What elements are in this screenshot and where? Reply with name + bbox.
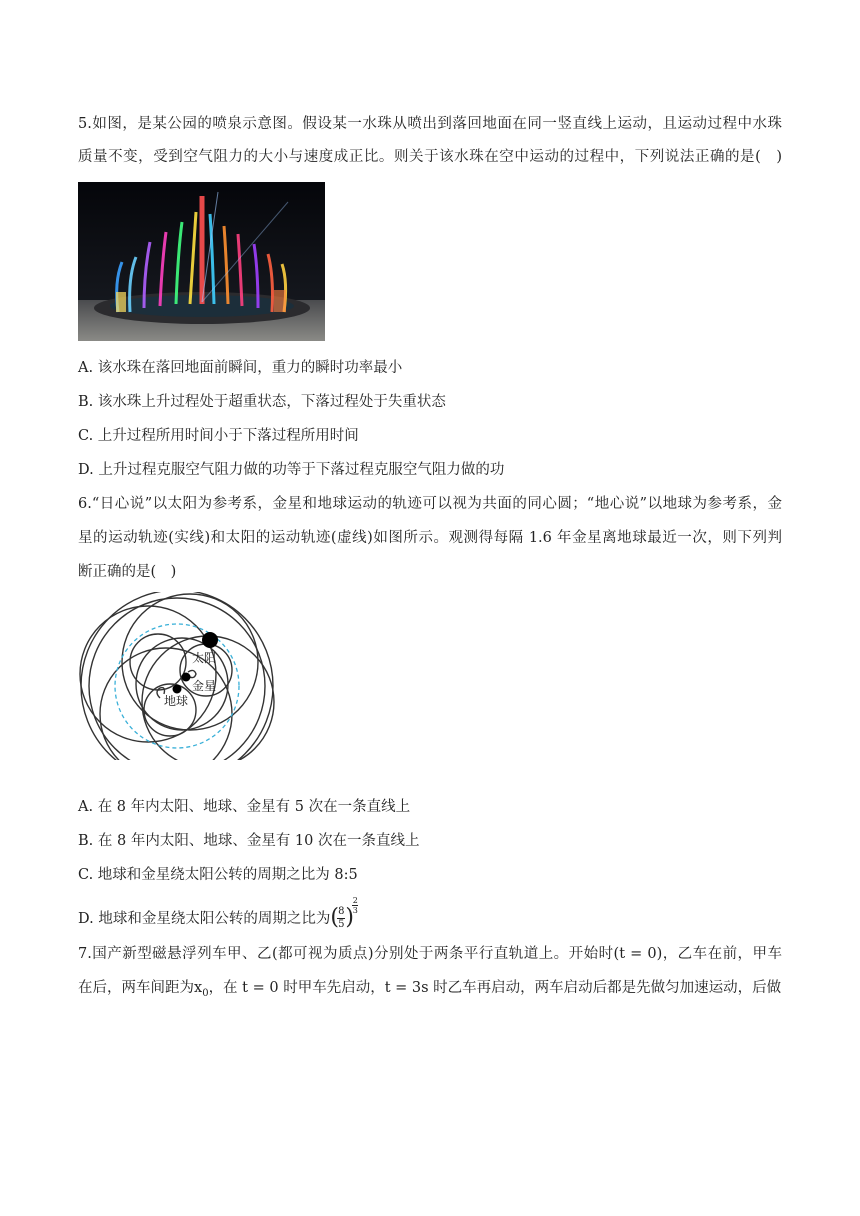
- q5-stem-line-2: 质量不变，受到空气阻力的大小与速度成正比。则关于该水珠在空中运动的过程中，下列说法正确的是( ): [78, 149, 782, 165]
- q6-option-c: C. 地球和金星绕太阳公转的周期之比为 8:5: [78, 867, 358, 883]
- ratio-denominator: 5: [338, 919, 345, 930]
- ratio-numerator: 8: [338, 906, 345, 917]
- q5-option-c: C. 上升过程所用时间小于下落过程所用时间: [78, 428, 359, 444]
- q5-option-d: D. 上升过程克服空气阻力做的功等于下落过程克服空气阻力做的功: [78, 462, 505, 478]
- q6-stem-line-1: 6.“日心说”以太阳为参考系，金星和地球运动的轨迹可以视为共面的同心圆；“地心说”以地球为参考系，金: [78, 496, 782, 512]
- q6-option-b: B. 在 8 年内太阳、地球、金星有 10 次在一条直线上: [78, 833, 420, 849]
- q7-line2-part-a: 在后，两车间距为x: [78, 980, 203, 996]
- exponent-numerator: 2: [352, 896, 358, 905]
- orbit-diagram: [78, 592, 278, 760]
- q5-option-b: B. 该水珠上升过程处于超重状态，下落过程处于失重状态: [78, 394, 446, 410]
- q5-stem-line-1: 5.如图，是某公园的喷泉示意图。假设某一水珠从喷出到落回地面在同一竖直线上运动，且运动过程中水珠: [78, 116, 782, 132]
- sun-label: 太阳: [192, 651, 217, 665]
- exponent-denominator: 3: [352, 906, 358, 915]
- q5-option-a: A. 该水珠在落回地面前瞬间，重力的瞬时功率最小: [78, 360, 403, 376]
- earth-label: 地球: [164, 694, 189, 708]
- venus-label: 金星: [192, 679, 217, 693]
- q6-stem-line-2: 星的运动轨迹(实线)和太阳的运动轨迹(虚线)如图所示。观测得每隔 1.6 年金星离地球最近一次，则下列判: [78, 530, 782, 546]
- q7-stem-line-2: [78, 978, 782, 1004]
- q6-stem-line-3: 断正确的是( ): [78, 564, 177, 580]
- fountain-photo: [78, 182, 325, 341]
- q7-stem-line-1: 7.国产新型磁悬浮列车甲、乙(都可视为质点)分别处于两条平行直轨道上。开始时(t = 0)，乙车在前，甲车: [78, 946, 782, 962]
- q7-line2-part-b: ，在 t = 0 时甲车先启动，t = 3s 时乙车再启动，两车启动后都是先做匀加速运动，后做: [208, 980, 782, 996]
- ratio-expression: ( 8 5 ) 2 3: [330, 896, 358, 930]
- q6-option-d-text: D. 地球和金星绕太阳公转的周期之比为: [78, 911, 331, 927]
- q7-subscript: 0: [202, 987, 209, 999]
- q6-option-d: [78, 896, 362, 934]
- q6-option-a: A. 在 8 年内太阳、地球、金星有 5 次在一条直线上: [78, 799, 411, 815]
